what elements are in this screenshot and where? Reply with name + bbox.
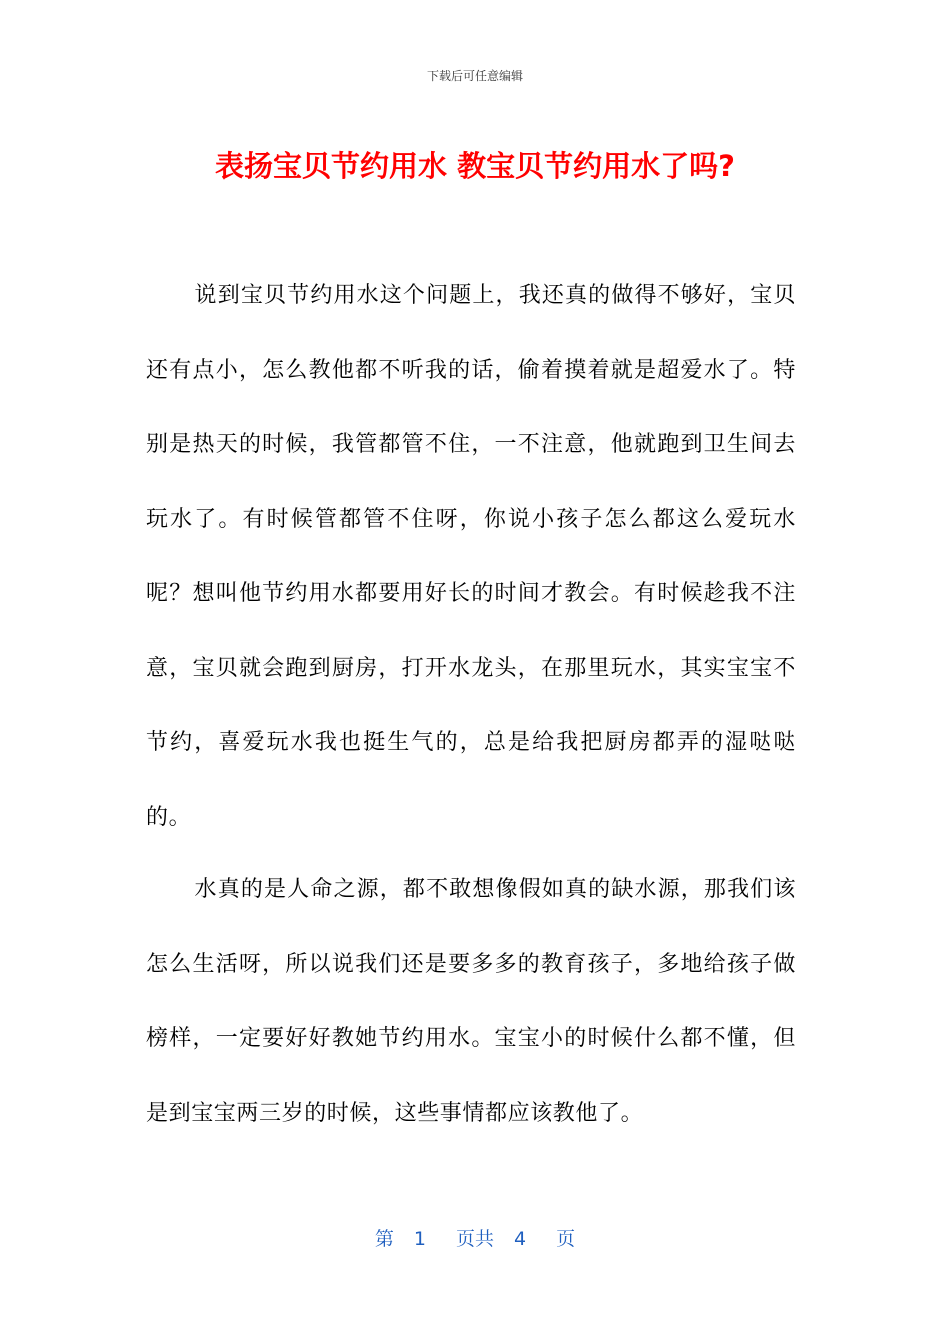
paragraph-2 <box>146 853 796 1151</box>
footer-current-page: 1 <box>413 1228 426 1250</box>
footer-page-mid: 页共 <box>455 1228 494 1250</box>
footer-total-pages: 4 <box>514 1228 527 1250</box>
footer-page-prefix: 第 <box>374 1228 394 1250</box>
page-footer <box>0 1226 950 1252</box>
paragraph-1 <box>146 259 796 855</box>
document-title: 表扬宝贝节约用水 教宝贝节约用水了吗? <box>215 149 735 183</box>
header-note: 下载后可任意编辑 <box>426 69 523 83</box>
footer-page-suffix: 页 <box>556 1228 576 1250</box>
paragraph-2-text: 水真的是人命之源，都不敢想像假如真的缺水源，那我们该怎么生活呀，所以说我们还是要多多的教育孩子，多地给孩子做榜样，一定要好好教她节约用水。宝宝小的时候什么都不懂，但是到宝宝两三岁的时候，这些事情都应该教他了。 <box>146 877 796 1126</box>
paragraph-1-text: 说到宝贝节约用水这个问题上，我还真的做得不够好，宝贝还有点小，怎么教他都不听我的话，偷着摸着就是超爱水了。特别是热天的时候，我管都管不住，一不注意，他就跑到卫生间去玩水了。有时候管都管不住呀，你说小孩子怎么都这么爱玩水呢？想叫他节约用水都要用好长的时间才教会。有时候趁我不注意，宝贝就会跑到厨房，打开水龙头，在那里玩水，其实宝宝不节约，喜爱玩水我也挺生气的，总是给我把厨房都弄的湿哒哒的。 <box>146 283 796 830</box>
